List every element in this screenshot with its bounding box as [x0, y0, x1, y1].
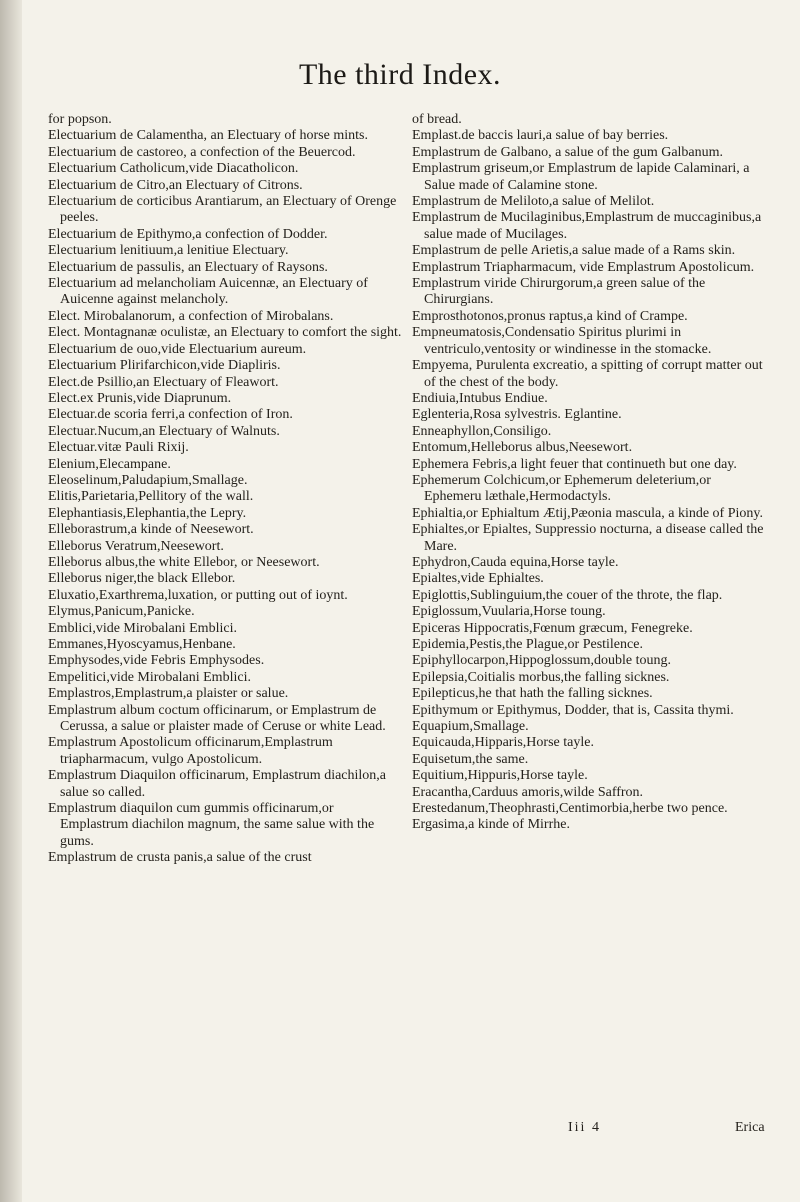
index-entry: Eluxatio,Exarthrema,luxation, or putting out of ioynt. — [48, 587, 348, 603]
index-entry: Epidemia,Pestis,the Plague,or Pestilence. — [412, 637, 643, 652]
index-entry: Eleoselinum,Paludapium,Smallage. — [48, 472, 248, 488]
index-entry: Emplast.de baccis lauri,a salue of bay berries. — [412, 128, 669, 144]
index-entry: Elect.de Psillio,an Electuary of Fleawort. — [48, 374, 279, 390]
index-entry: Emplastrum album coctum officinarum, or Emplastrum de Cerussa, a salue or plaister made of Ceruse or white Lead. — [48, 702, 386, 735]
index-entry: for popson. — [48, 112, 112, 127]
index-entry: Emplastrum Diaquilon officinarum, Emplastrum diachilon,a salue so called. — [48, 768, 387, 800]
index-entry: Electuarium de castoreo, a confection of the Beuercod. — [48, 144, 356, 160]
index-entry: Ephialtia,or Ephialtum Ætij,Pæonia mascula, a kinde of Piony. — [412, 505, 763, 521]
index-entry: Elitis,Parietaria,Pellitory of the wall. — [48, 489, 254, 505]
index-entry: Ephialtes,or Epialtes, Suppressio nocturna, a disease called the Mare. — [412, 522, 764, 554]
index-entry: Equisetum,the same. — [412, 751, 529, 767]
index-entry: Ephemera Febris,a light feuer that continueth but one day. — [412, 456, 737, 472]
index-entry: Equicauda,Hipparis,Horse tayle. — [412, 735, 594, 751]
index-entry: Elect. Mirobalanorum, a confection of Mirobalans. — [48, 308, 334, 324]
index-entry: Epiphyllocarpon,Hippoglossum,double toung. — [412, 653, 671, 669]
index-entry: Emplastrum de Meliloto,a salue of Melilot. — [412, 194, 655, 210]
index-entry: Epithymum or Epithymus, Dodder, that is, Cassita thymi. — [412, 702, 734, 718]
index-entry: Electuarium Plirifarchicon,vide Diapliris. — [48, 358, 281, 374]
index-entry: Electuarium de Calamentha, an Electuary of horse mints. — [48, 128, 368, 144]
index-entry: Electuarium Catholicum,vide Diacatholicon. — [48, 161, 299, 177]
index-entry: Emplastrum de pelle Arietis,a salue made of a Rams skin. — [412, 243, 736, 259]
index-entry: Electuarium de passulis, an Electuary of Raysons. — [48, 259, 328, 275]
index-entry: Eglenteria,Rosa sylvestris. Eglantine. — [412, 407, 622, 423]
index-entry: Entomum,Helleborus albus,Neesewort. — [412, 440, 633, 456]
page-gutter-shadow — [0, 0, 22, 1202]
index-entry: Epilepticus,he that hath the falling sicknes. — [412, 686, 653, 702]
left-column — [48, 112, 403, 867]
index-entry: Enneaphyllon,Consiligo. — [412, 423, 552, 439]
index-entry: Eracantha,Carduus amoris,wilde Saffron. — [412, 784, 644, 800]
index-entry: Electuar.vitæ Pauli Rixij. — [48, 440, 189, 456]
index-entry: Electuarium lenitiuum,a lenitiue Electuary. — [48, 243, 289, 259]
index-entry: Electuarium de ouo,vide Electuarium aureum. — [48, 341, 307, 357]
index-entry: Epiglottis,Sublinguium,the couer of the throte, the flap. — [412, 587, 723, 603]
right-column — [412, 112, 767, 834]
index-entry: Emplastrum griseum,or Emplastrum de lapide Calaminari, a Salue made of Calamine stone. — [412, 161, 750, 193]
index-entry: Empyema, Purulenta excreatio, a spitting of corrupt matter out of the chest of the body. — [412, 358, 763, 390]
index-entry: Emplastrum Apostolicum officinarum,Emplastrum triapharmacum, vulgo Apostolicum. — [48, 735, 333, 767]
index-entry: Emplastrum viride Chirurgorum,a green salue of the Chirurgians. — [412, 276, 706, 308]
index-entry: of bread. — [412, 112, 462, 127]
index-entry: Electuarium ad melancholiam Auicennæ, an Electuary of Auicenne against melancholy. — [48, 276, 368, 308]
index-entry: Erestedanum,Theophrasti,Centimorbia,herbe two pence. — [412, 801, 728, 817]
index-entry: Elleborus niger,the black Ellebor. — [48, 571, 236, 587]
index-entry: Emblici,vide Mirobalani Emblici. — [48, 620, 237, 636]
index-entry: Epiglossum,Vuularia,Horse toung. — [412, 604, 606, 620]
index-entry: Empneumatosis,Condensatio Spiritus plurimi in ventriculo,ventosity or windinesse in the stomacke. — [412, 325, 712, 357]
index-entry: Elect.ex Prunis,vide Diaprunum. — [48, 390, 232, 406]
index-entry: Elleborastrum,a kinde of Neesewort. — [48, 522, 254, 538]
index-entry: Electuarium de Epithymo,a confection of Dodder. — [48, 226, 328, 242]
index-entry: Elymus,Panicum,Panicke. — [48, 604, 195, 620]
index-entry: Empelitici,vide Mirobalani Emblici. — [48, 669, 251, 685]
index-entry: Electuar.de scoria ferri,a confection of Iron. — [48, 407, 293, 423]
index-entry: Ephemerum Colchicum,or Ephemerum deleterium,or Ephemeru læthale,Hermodactyls. — [412, 472, 711, 505]
index-entry: Emprosthotonos,pronus raptus,a kind of Crampe. — [412, 308, 688, 324]
index-entry: Ergasima,a kinde of Mirrhe. — [412, 817, 570, 833]
index-entry: Electuar.Nucum,an Electuary of Walnuts. — [48, 423, 280, 439]
index-entry: Emplastros,Emplastrum,a plaister or salue. — [48, 686, 289, 702]
page-header: The third Index. — [298, 58, 502, 91]
index-entry: Emplastrum de Mucilaginibus,Emplastrum de muccaginibus,a salue made of Mucilages. — [412, 210, 762, 242]
index-entry: Elenium,Elecampane. — [48, 456, 171, 472]
index-entry: Emplastrum diaquilon cum gummis officinarum,or Emplastrum diachilon magnum, the same salue with the gums. — [48, 801, 375, 849]
index-entry: Ephydron,Cauda equina,Horse tayle. — [412, 554, 619, 570]
index-entry: Equapium,Smallage. — [412, 719, 529, 735]
index-entry: Emmanes,Hyoscyamus,Henbane. — [48, 637, 236, 652]
index-entry: Emplastrum de Galbano, a salue of the gum Galbanum. — [412, 144, 724, 160]
index-entry: Emphysodes,vide Febris Emphysodes. — [48, 653, 265, 669]
index-entry: Electuarium de Citro,an Electuary of Citrons. — [48, 177, 303, 193]
index-entry: Electuarium de corticibus Arantiarum, an Electuary of Orenge peeles. — [48, 194, 397, 226]
signature-mark: Iii 4 — [568, 1120, 601, 1135]
catchword: Erica — [735, 1120, 765, 1135]
index-entry: Emplastrum Triapharmacum, vide Emplastrum Apostolicum. — [412, 259, 755, 275]
index-entry: Elect. Montagnanæ oculistæ, an Electuary to comfort the sight. — [48, 325, 402, 341]
index-entry: Emplastrum de crusta panis,a salue of the crust — [48, 850, 312, 866]
index-entry: Elleborus albus,the white Ellebor, or Neesewort. — [48, 554, 320, 570]
index-entry: Epiceras Hippocratis,Fœnum græcum, Fenegreke. — [412, 620, 693, 636]
index-entry: Elleborus Veratrum,Neesewort. — [48, 538, 224, 554]
index-entry: Endiuia,Intubus Endiue. — [412, 390, 548, 406]
index-entry: Equitium,Hippuris,Horse tayle. — [412, 768, 588, 784]
index-entry: Epilepsia,Coitialis morbus,the falling sicknes. — [412, 669, 670, 685]
index-entry: Epialtes,vide Ephialtes. — [412, 571, 544, 587]
index-entry: Elephantiasis,Elephantia,the Lepry. — [48, 505, 247, 521]
